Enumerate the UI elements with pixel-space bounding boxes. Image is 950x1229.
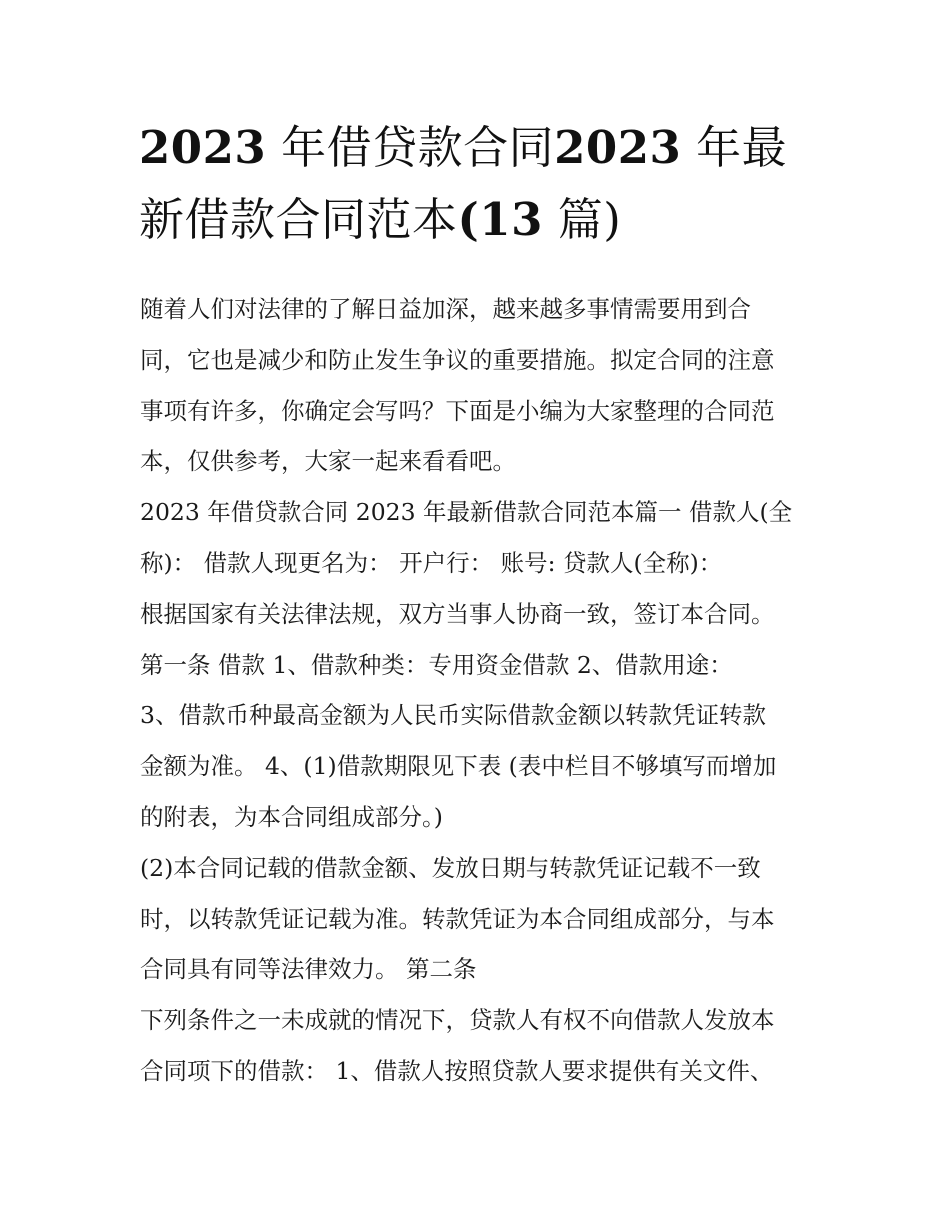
title-line-2 xyxy=(139,184,819,256)
title-year-b: 2023 xyxy=(554,121,682,174)
body-line: 事项有许多，你确定会写吗？下面是小编为大家整理的合同范 xyxy=(140,396,775,425)
title-text-b: 年最 xyxy=(696,121,788,174)
body-line: 本，仅供参考，大家一起来看看吧。 xyxy=(140,447,516,476)
body-line: 2023 年借贷款合同 2023 年最新借款合同范本篇一 借款人(全 xyxy=(140,498,793,527)
title-line-1 xyxy=(139,112,819,184)
body-line: 根据国家有关法律法规，双方当事人协商一致，签订本合同。 xyxy=(140,599,775,628)
body-line: 第一条 借款 1、借款种类：专用资金借款 2、借款用途： xyxy=(140,650,733,679)
body-line: 的附表，为本合同组成部分。) xyxy=(140,802,443,831)
title-count: (13 xyxy=(457,193,543,246)
body-line: 3、借款币种最高金额为人民币实际借款金额以转款凭证转款 xyxy=(140,701,766,730)
body-line: 合同项下的借款： 1、借款人按照贷款人要求提供有关文件、 xyxy=(140,1056,774,1085)
body-line: 随着人们对法律的了解日益加深，越来越多事情需要用到合 xyxy=(140,295,751,323)
body-line: 时，以转款凭证记载为准。转款凭证为本合同组成部分，与本 xyxy=(140,904,775,933)
title-year-a: 2023 xyxy=(139,121,267,174)
body-line: 称)： 借款人现更名为： 开户行： 账号: 贷款人(全称)： xyxy=(140,548,723,577)
body-line: 下列条件之一未成就的情况下，贷款人有权不向借款人发放本 xyxy=(140,1006,775,1035)
body-line: 金额为准。 4、(1)借款期限见下表 (表中栏目不够填写而增加 xyxy=(140,752,777,781)
document-title xyxy=(139,112,819,256)
body-line: (2)本合同记载的借款金额、发放日期与转款凭证记载不一致 xyxy=(140,853,761,882)
body-line: 同，它也是减少和防止发生争议的重要措施。拟定合同的注意 xyxy=(140,345,775,374)
document-body xyxy=(140,284,820,1097)
title-text-a: 年借贷款合同 xyxy=(281,121,555,174)
title-text-c: 新借款合同范本 xyxy=(139,193,458,246)
title-text-d: 篇) xyxy=(557,193,622,246)
body-line: 合同具有同等法律效力。 第二条 xyxy=(140,955,477,984)
